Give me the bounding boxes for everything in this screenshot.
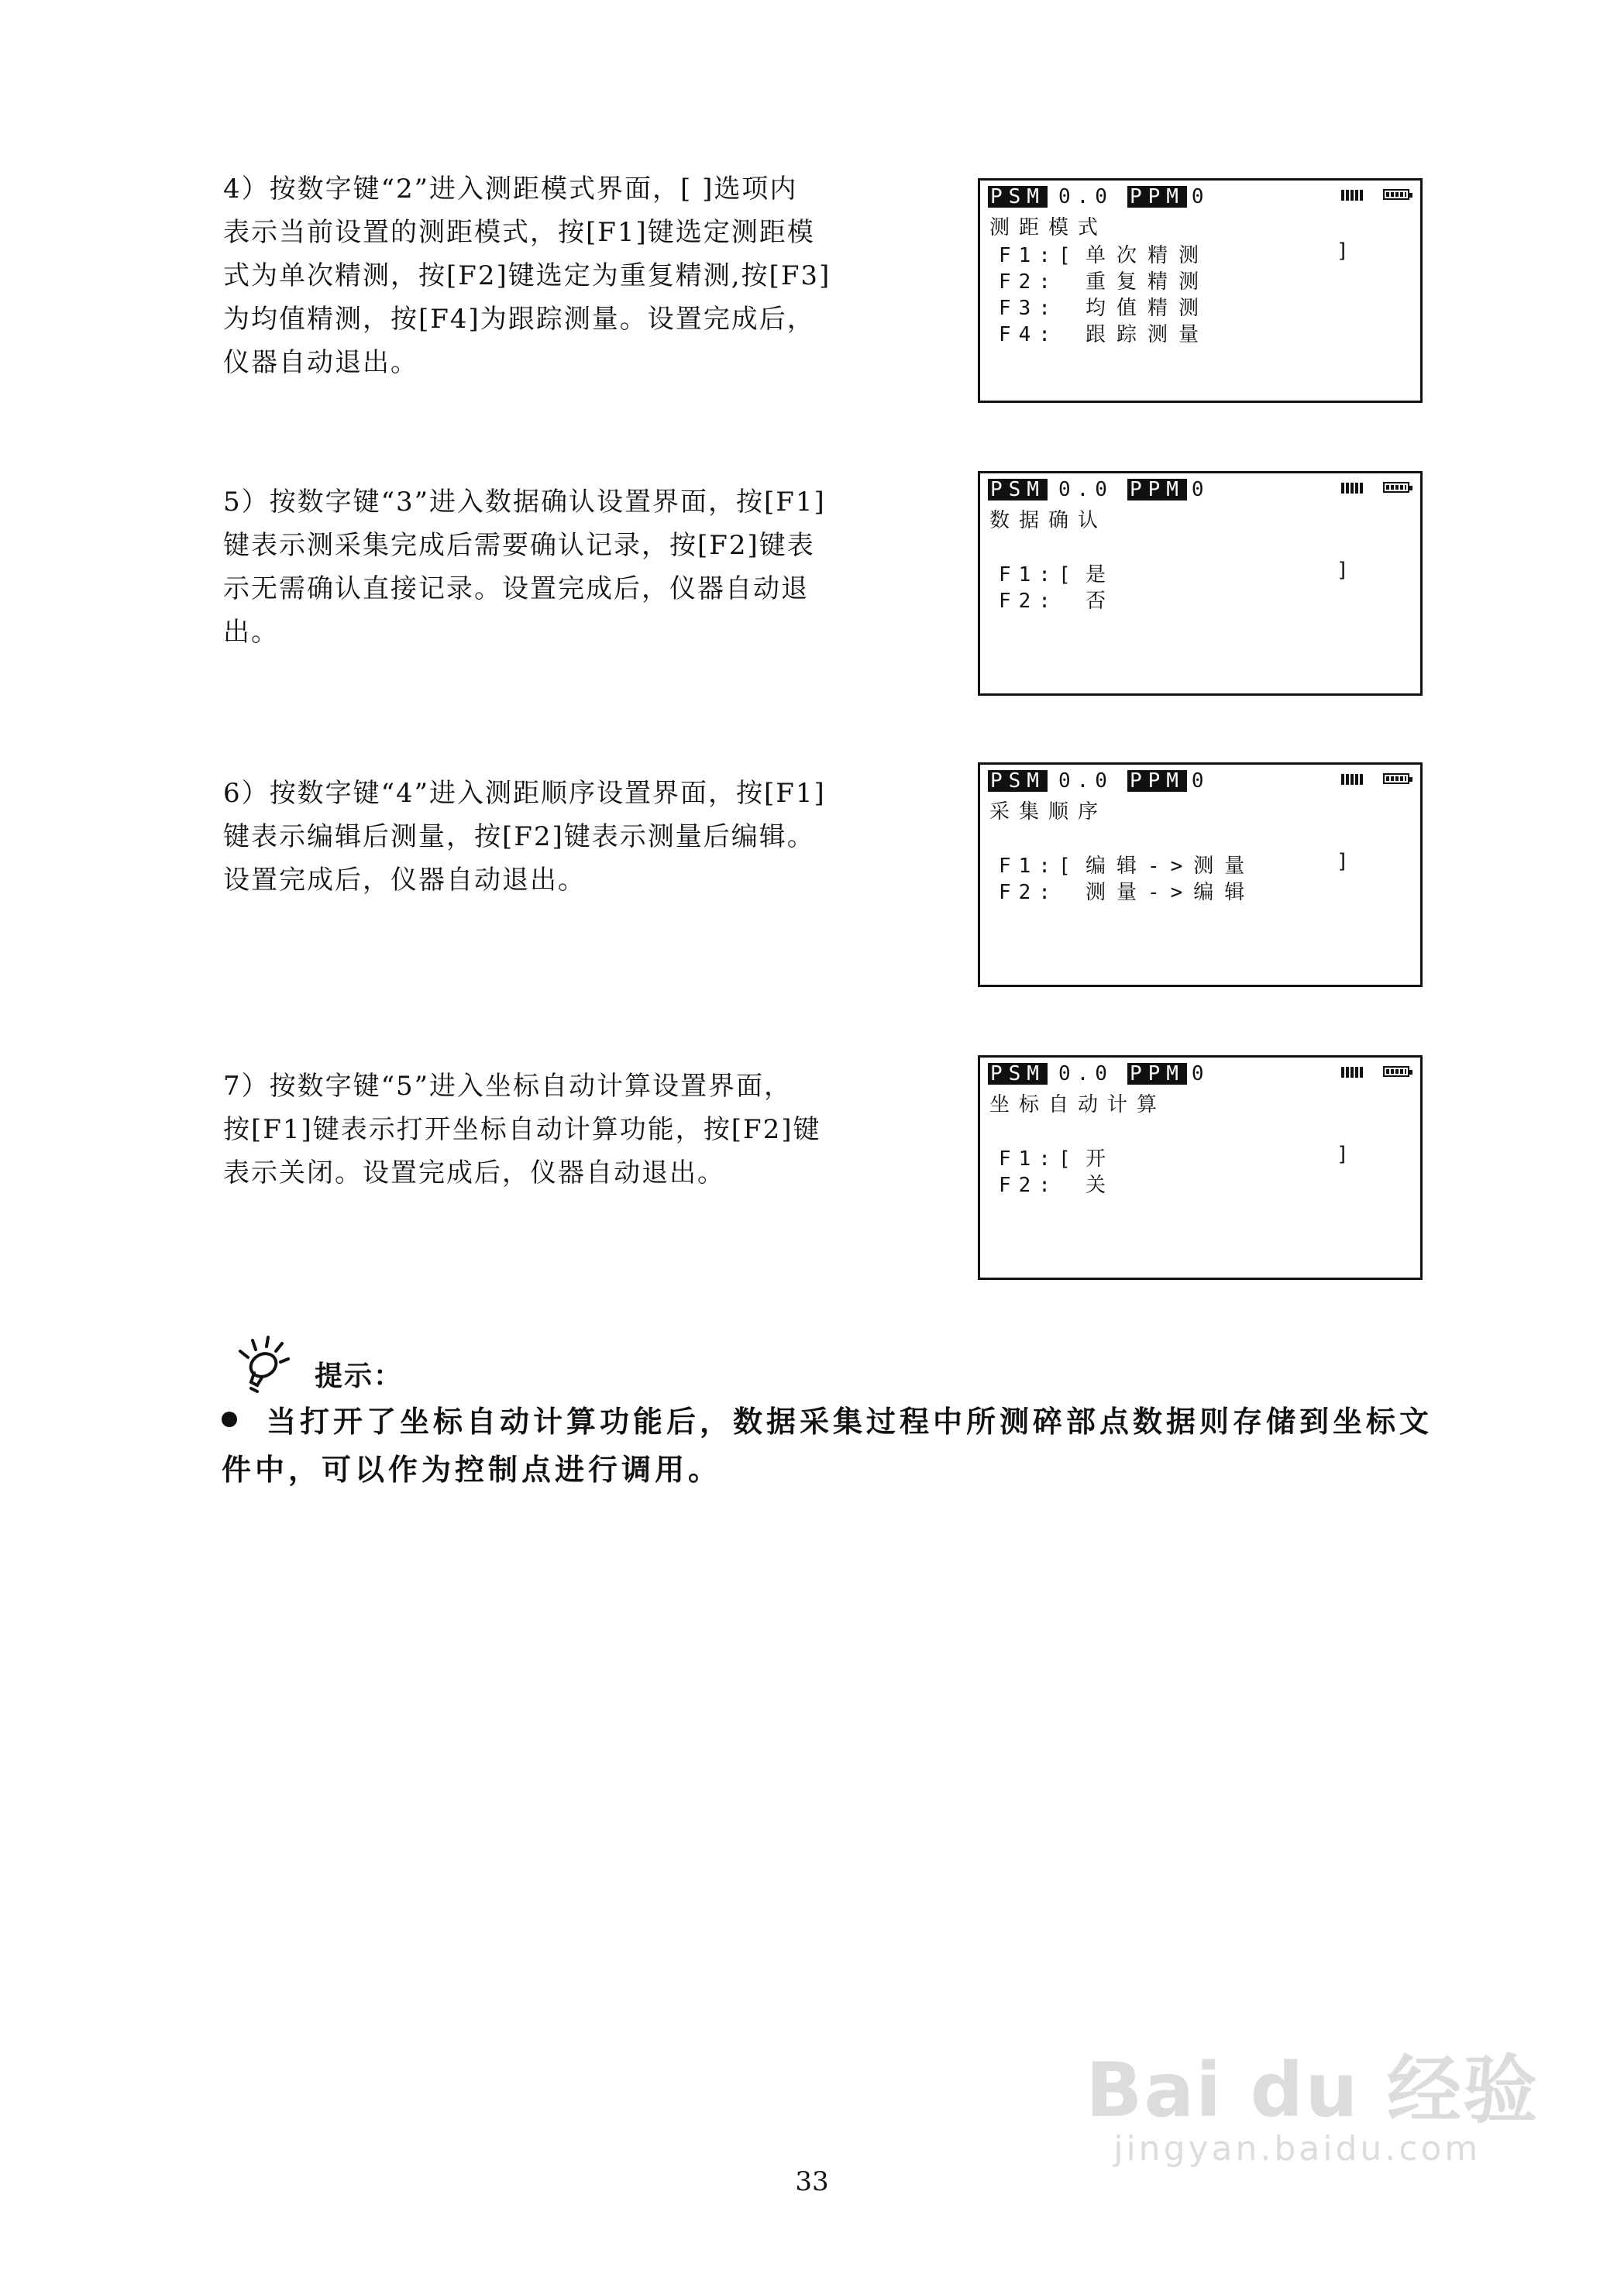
signal-icon (1341, 190, 1363, 201)
status-bar (988, 1062, 1204, 1085)
screen-title: 数据确认 (989, 509, 1108, 532)
battery-icon (1383, 189, 1409, 200)
ppm-value: 0 (1191, 769, 1204, 793)
option-f1: F1:[ 编辑->测量 (999, 855, 1256, 878)
ppm-value: 0 (1191, 1062, 1204, 1085)
device-screen (978, 762, 1423, 987)
screen-title: 坐标自动计算 (989, 1093, 1167, 1116)
psm-value: 0.0 (1058, 1062, 1113, 1085)
ppm-value: 0 (1191, 185, 1204, 208)
psm-label: PSM (988, 1063, 1048, 1085)
signal-icon (1341, 774, 1363, 785)
ppm-label: PPM (1127, 186, 1187, 208)
psm-label: PSM (988, 770, 1048, 792)
lightbulb-icon (229, 1334, 299, 1399)
option-f1: F1:[ 开 (999, 1147, 1117, 1171)
watermark-main: Bai du 经验 (1086, 2047, 1539, 2134)
signal-icon (1341, 1067, 1363, 1078)
option-f2: F2: 关 (999, 1174, 1117, 1197)
screen-title: 采集顺序 (989, 800, 1108, 824)
page-number: 33 (795, 2166, 829, 2197)
tip-text: 当打开了坐标自动计算功能后，数据采集过程中所测碎部点数据则存储到坐标文件中，可以作为控制点进行调用。 (222, 1405, 1433, 1487)
tip-label: 提示： (315, 1360, 404, 1392)
option-bracket: ] (1337, 239, 1349, 263)
ppm-value: 0 (1191, 478, 1204, 501)
screen-title: 测距模式 (989, 216, 1108, 239)
signal-icon (1341, 483, 1363, 494)
psm-value: 0.0 (1058, 478, 1113, 501)
battery-icon (1383, 482, 1409, 493)
battery-icon (1383, 1066, 1409, 1077)
option-f3: F3: 均值精测 (999, 297, 1210, 320)
option-f2: F2: 否 (999, 590, 1117, 613)
option-f4: F4: 跟踪测量 (999, 323, 1210, 346)
status-bar (988, 478, 1204, 501)
ppm-label: PPM (1127, 1063, 1187, 1085)
device-screen (978, 178, 1423, 403)
ppm-label: PPM (1127, 770, 1187, 792)
option-f2: F2: 测量->编辑 (999, 881, 1256, 904)
device-screen (978, 471, 1423, 696)
psm-value: 0.0 (1058, 185, 1113, 208)
status-bar (988, 185, 1204, 208)
watermark (1086, 2047, 1539, 2169)
paragraph: 5）按数字键“3”进入数据确认设置界面，按[F1] 键表示测采集完成后需要确认记录，按[F2]键表 示无需确认直接记录。设置完成后，仪器自动退 出。 (223, 487, 826, 648)
option-f1: F1:[ 是 (999, 563, 1117, 586)
device-screen (978, 1055, 1423, 1280)
psm-label: PSM (988, 479, 1048, 500)
option-f2: F2: 重复精测 (999, 270, 1210, 294)
status-bar (988, 769, 1204, 793)
option-bracket: ] (1337, 1143, 1349, 1166)
psm-label: PSM (988, 186, 1048, 208)
paragraph: 7）按数字键“5”进入坐标自动计算设置界面， 按[F1]键表示打开坐标自动计算功能，按[F2]键 表示关闭。设置完成后，仪器自动退出。 (223, 1071, 821, 1188)
watermark-sub: jingyan.baidu.com (1113, 2129, 1481, 2169)
battery-icon (1383, 773, 1409, 784)
ppm-label: PPM (1127, 479, 1187, 500)
psm-value: 0.0 (1058, 769, 1113, 793)
paragraph: 6）按数字键“4”进入测距顺序设置界面，按[F1] 键表示编辑后测量，按[F2]键表示测量后编辑。 设置完成后，仪器自动退出。 (223, 778, 826, 896)
option-bracket: ] (1337, 850, 1349, 873)
paragraph: 4）按数字键“2”进入测距模式界面，[ ]选项内 表示当前设置的测距模式，按[F1]键选定测距模 式为单次精测，按[F2]键选定为重复精测,按[F3] 为均值精测，按[F4]为跟踪测量。设置完成后， 仪器自动退出。 (223, 174, 831, 378)
option-bracket: ] (1337, 559, 1349, 582)
option-f1: F1:[ 单次精测 (999, 244, 1210, 267)
